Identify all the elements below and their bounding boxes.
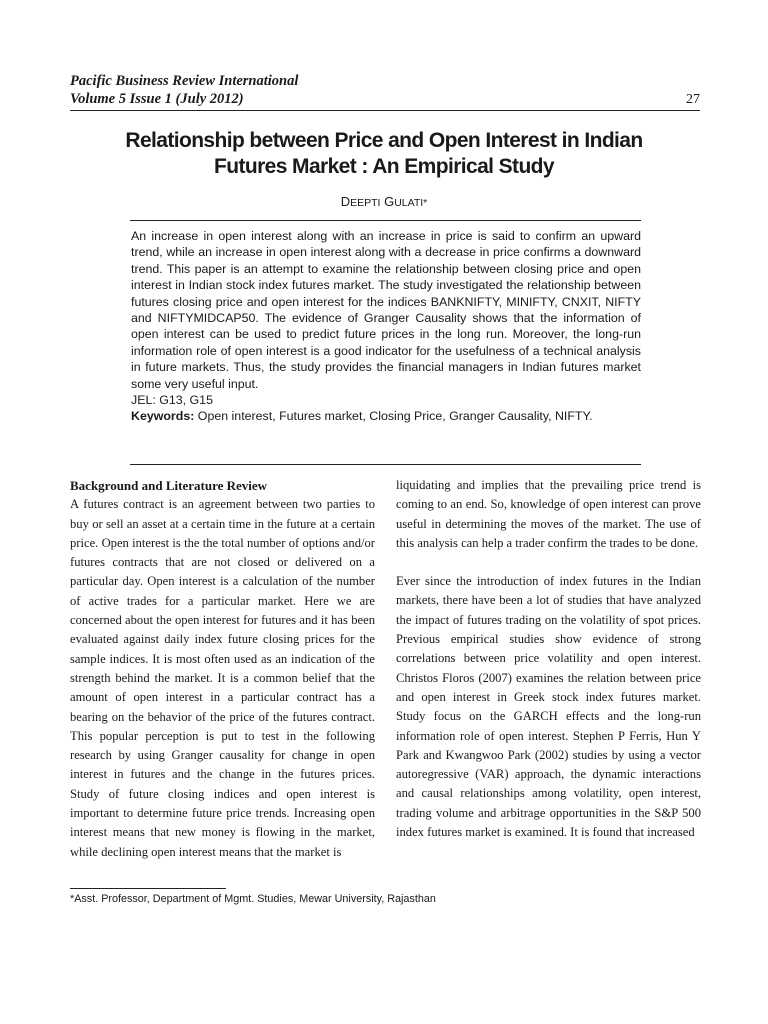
left-paragraph: A futures contract is an agreement between two parties to buy or sell an asset at a certain time in the future at a certain price. Open interest is the the total number of options and/or futures contracts that are not closed or delivered on a particular day. Open interest is a calculation of the number of active trades for a particular market. Here we are concerned about the open interest for futures and it has been evaluated against daily index future closing prices for the sample indices. It is most often used as an indication of the strength behind the market. It is a common belief that the amount of open interest in a particular contract has a bearing on the behavior of the price of the futures contract. This popular perception is put to test in the following research by using Granger causality for change in open interest in futures and the change in the futures prices. Study of future closing indices and open interest is important to determine future price trends. Increasing open interest means that new money is flowing in the market, while declining open interest means that the market is bbox=[70, 497, 375, 859]
keywords-label: Keywords: bbox=[131, 409, 195, 424]
section-heading: Background and Literature Review bbox=[70, 478, 268, 493]
journal-header bbox=[70, 72, 298, 108]
keywords-list: Open interest, Futures market, Closing Price, Granger Causality, NIFTY. bbox=[194, 409, 593, 424]
abstract-top-rule bbox=[130, 220, 641, 221]
abstract bbox=[131, 228, 641, 425]
article-title bbox=[90, 128, 678, 180]
title-line-2: Futures Market : An Empirical Study bbox=[214, 155, 554, 178]
right-column bbox=[396, 476, 701, 842]
abstract-bottom-rule bbox=[130, 464, 641, 465]
footnote-rule bbox=[70, 888, 226, 889]
page-number: 27 bbox=[686, 92, 700, 107]
header-divider bbox=[70, 110, 700, 111]
volume-issue: Volume 5 Issue 1 (July 2012) bbox=[70, 91, 244, 107]
right-paragraph-2: Ever since the introduction of index futures in the Indian markets, there have been a lot of studies that have analyzed the impact of futures trading on the volatility of spot prices. Previous empirical studies show evidence of strong correlations between price volatility and open interest. Christos Floros (2007) examines the relation between price and open interest in Greek stock index futures market. Study focus on the GARCH effects and the long-run information role of open interest. Stephen P Ferris, Hun Y Park and Kwangwoo Park (2002) studies by using a vector autoregressive (VAR) approach, the dynamic interactions and causal relationships among volatility, open interest, trading volume and arbitrage opportunities in the S&P 500 index futures market is examined. It is found that increased bbox=[396, 574, 701, 840]
keywords bbox=[131, 408, 641, 424]
left-column bbox=[70, 476, 375, 862]
right-paragraph-1: liquidating and implies that the prevailing price trend is coming to an end. So, knowledge of open interest can prove useful in determining the moves of the market. The use of this analysis can help a trader confirm the trades to be done. bbox=[396, 478, 701, 550]
abstract-text: An increase in open interest along with an increase in price is said to confirm an upward trend, while an increase in open interest along with a decrease in price confirms a downward trend. This paper is an attempt to examine the relationship between closing price and open interest in Indian stock index futures market. The study investigated the relationship between futures closing price and open interest for the indices BANKNIFTY, MINIFTY, CNXIT, NIFTY and NIFTYMIDCAP50. The evidence of Granger Causality shows that the information of open interest can be used to predict future prices in the long run. Moreover, the long-run information role of open interest is a good indicator for the usefulness of a technical analysis in future markets. Thus, the study provides the financial managers in Indian futures market some very useful input. bbox=[131, 229, 641, 391]
author-text: DEEPTI GULATI* bbox=[340, 194, 428, 209]
paragraph-gap bbox=[396, 553, 701, 572]
footnote: *Asst. Professor, Department of Mgmt. Studies, Mewar University, Rajasthan bbox=[70, 893, 436, 905]
jel-codes: JEL: G13, G15 bbox=[131, 393, 213, 408]
title-line-1: Relationship between Price and Open Interest in Indian bbox=[125, 129, 643, 152]
author-name bbox=[0, 194, 768, 209]
journal-name: Pacific Business Review International bbox=[70, 73, 299, 89]
